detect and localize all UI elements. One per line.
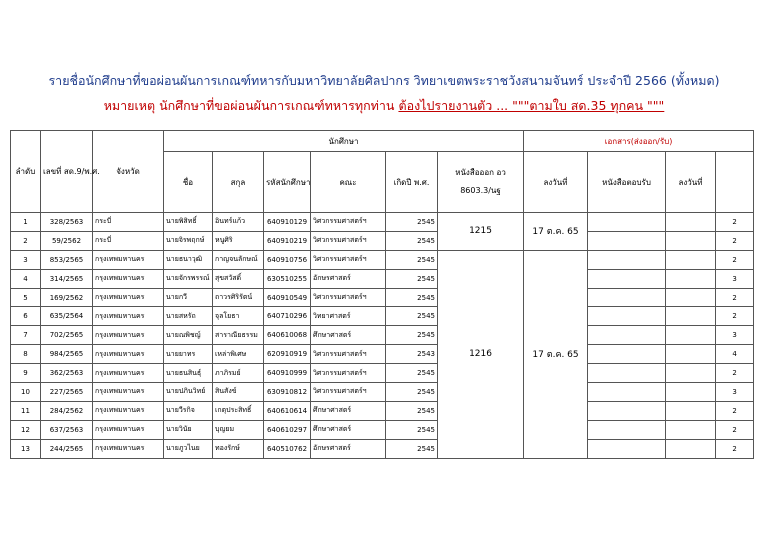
cell-date-2 (666, 307, 716, 326)
cell-reply-letter (588, 364, 666, 383)
cell-first-name: นายธนาวุฒิ (164, 250, 213, 269)
cell-date-2 (666, 383, 716, 402)
cell-reply-letter (588, 326, 666, 345)
note-underlined: ต้องไปรายงานตัว ... """ตามใบ สด.35 ทุกคน """ (398, 98, 665, 113)
cell-birth-year: 2545 (386, 326, 438, 345)
cell-last-name: สาราณียธรรม (213, 326, 264, 345)
cell-province: กรุงเทพมหานคร (93, 326, 164, 345)
cell-no: 2 (11, 231, 41, 250)
header-first-name: ชื่อ (164, 152, 213, 213)
cell-doc-no: 314/2565 (41, 269, 93, 288)
cell-date-2 (666, 213, 716, 232)
cell-last-name: ภาภิรมย์ (213, 364, 264, 383)
cell-last-name: บุญยม (213, 420, 264, 439)
cell-faculty: ศึกษาศาสตร์ (311, 401, 386, 420)
header-reply-letter: หนังสือตอบรับ (588, 152, 666, 213)
cell-date-2 (666, 269, 716, 288)
cell-province: กระบี่ (93, 213, 164, 232)
cell-doc-no: 637/2563 (41, 420, 93, 439)
cell-doc-no: 328/2563 (41, 213, 93, 232)
table-row (11, 401, 754, 420)
cell-date-2 (666, 288, 716, 307)
cell-province: กรุงเทพมหานคร (93, 420, 164, 439)
header-out-letter: หนังสือออก อว 8603.3/นฐ (438, 152, 524, 213)
cell-no: 13 (11, 439, 41, 458)
header-date-2: ลงวันที่ (666, 152, 716, 213)
cell-no: 10 (11, 383, 41, 402)
cell-reply-letter (588, 213, 666, 232)
cell-province: กรุงเทพมหานคร (93, 364, 164, 383)
header-province: จังหวัด (93, 131, 164, 213)
cell-province: กรุงเทพมหานคร (93, 269, 164, 288)
header-birth-year: เกิดปี พ.ศ. (386, 152, 438, 213)
cell-last-name: อินทร์แก้ว (213, 213, 264, 232)
cell-birth-year: 2545 (386, 250, 438, 269)
cell-date-2 (666, 326, 716, 345)
cell-birth-year: 2543 (386, 345, 438, 364)
cell-reply-letter (588, 420, 666, 439)
cell-date: 17 ต.ค. 65 (524, 250, 588, 458)
cell-first-name: นายยาทร (164, 345, 213, 364)
table-row (11, 364, 754, 383)
cell-year-level: 2 (716, 401, 754, 420)
cell-year-level: 2 (716, 288, 754, 307)
cell-first-name: นายพิสิทธิ์ (164, 213, 213, 232)
cell-doc-no: 984/2565 (41, 345, 93, 364)
cell-student-id: 640910999 (264, 364, 311, 383)
cell-year-level: 2 (716, 364, 754, 383)
table-row (11, 250, 754, 269)
cell-doc-no: 362/2563 (41, 364, 93, 383)
cell-last-name: ถาวรศิริรัตน์ (213, 288, 264, 307)
table-row (11, 213, 754, 232)
cell-student-id: 640610297 (264, 420, 311, 439)
table-row (11, 345, 754, 364)
table-row (11, 307, 754, 326)
header-date: ลงวันที่ (524, 152, 588, 213)
cell-last-name: กาญจนลักษณ์ (213, 250, 264, 269)
cell-date-2 (666, 250, 716, 269)
header-doc-no: เลขที่ สด.9/พ.ศ. (41, 131, 93, 213)
cell-faculty: วิศวกรรมศาสตร์ฯ (311, 383, 386, 402)
cell-student-id: 640910756 (264, 250, 311, 269)
cell-last-name: สินสังข์ (213, 383, 264, 402)
cell-student-id: 630510255 (264, 269, 311, 288)
cell-doc-no: 702/2565 (41, 326, 93, 345)
cell-reply-letter (588, 250, 666, 269)
cell-date-2 (666, 401, 716, 420)
cell-first-name: นายวินัย (164, 420, 213, 439)
cell-date-2 (666, 439, 716, 458)
cell-birth-year: 2545 (386, 231, 438, 250)
cell-no: 6 (11, 307, 41, 326)
cell-no: 7 (11, 326, 41, 345)
cell-no: 5 (11, 288, 41, 307)
cell-faculty: อักษรศาสตร์ (311, 439, 386, 458)
cell-birth-year: 2545 (386, 269, 438, 288)
cell-first-name: นายจิรพฤกษ์ (164, 231, 213, 250)
cell-province: กรุงเทพมหานคร (93, 288, 164, 307)
cell-year-level: 2 (716, 307, 754, 326)
table-row (11, 439, 754, 458)
cell-first-name: นายภูวไนย (164, 439, 213, 458)
cell-year-level: 2 (716, 250, 754, 269)
cell-out-letter: 1216 (438, 250, 524, 458)
cell-birth-year: 2545 (386, 364, 438, 383)
cell-last-name: จุลโยธา (213, 307, 264, 326)
cell-doc-no: 284/2562 (41, 401, 93, 420)
cell-reply-letter (588, 269, 666, 288)
header-documents: เอกสาร(ส่งออก/รับ) (524, 131, 754, 152)
table-row (11, 420, 754, 439)
cell-date: 17 ต.ค. 65 (524, 213, 588, 251)
cell-doc-no: 635/2564 (41, 307, 93, 326)
cell-faculty: วิศวกรรมศาสตร์ฯ (311, 213, 386, 232)
cell-year-level: 4 (716, 345, 754, 364)
cell-reply-letter (588, 307, 666, 326)
cell-province: กรุงเทพมหานคร (93, 307, 164, 326)
cell-first-name: นายวีรกิจ (164, 401, 213, 420)
cell-birth-year: 2545 (386, 420, 438, 439)
cell-year-level: 3 (716, 383, 754, 402)
cell-year-level: 2 (716, 439, 754, 458)
document-title: รายชื่อนักศึกษาที่ขอผ่อนผันการเกณฑ์ทหารกับมหาวิทยาลัยศิลปากร วิทยาเขตพระราชวังสนามจันทร์ ประจำปี 2566 (ทั้งหมด) (48, 73, 720, 88)
header-faculty: คณะ (311, 152, 386, 213)
cell-no: 8 (11, 345, 41, 364)
cell-last-name: เหล่าพิเศษ (213, 345, 264, 364)
cell-doc-no: 244/2565 (41, 439, 93, 458)
cell-faculty: วิศวกรรมศาสตร์ฯ (311, 288, 386, 307)
cell-out-letter: 1215 (438, 213, 524, 251)
cell-faculty: ศึกษาศาสตร์ (311, 326, 386, 345)
cell-reply-letter (588, 231, 666, 250)
cell-birth-year: 2545 (386, 213, 438, 232)
table-row (11, 326, 754, 345)
cell-birth-year: 2545 (386, 383, 438, 402)
cell-no: 11 (11, 401, 41, 420)
cell-faculty: วิศวกรรมศาสตร์ฯ (311, 231, 386, 250)
cell-province: กรุงเทพมหานคร (93, 345, 164, 364)
cell-student-id: 620910919 (264, 345, 311, 364)
cell-faculty: วิศวกรรมศาสตร์ฯ (311, 250, 386, 269)
cell-birth-year: 2545 (386, 401, 438, 420)
cell-year-level: 3 (716, 269, 754, 288)
cell-faculty: วิศวกรรมศาสตร์ฯ (311, 345, 386, 364)
cell-first-name: นายณพิชญ์ (164, 326, 213, 345)
cell-first-name: นายกวี (164, 288, 213, 307)
table-row (11, 269, 754, 288)
cell-year-level: 2 (716, 420, 754, 439)
cell-no: 3 (11, 250, 41, 269)
cell-province: กรุงเทพมหานคร (93, 401, 164, 420)
cell-reply-letter (588, 345, 666, 364)
header-last-name: สกุล (213, 152, 264, 213)
note-prefix: หมายเหตุ นักศึกษาที่ขอผ่อนผันการเกณฑ์ทหารทุกท่าน (103, 98, 399, 113)
cell-reply-letter (588, 288, 666, 307)
cell-doc-no: 169/2562 (41, 288, 93, 307)
cell-first-name: นายธนสินธุ์ (164, 364, 213, 383)
table-row (11, 383, 754, 402)
cell-no: 1 (11, 213, 41, 232)
header-student: นักศึกษา (164, 131, 524, 152)
cell-year-level: 2 (716, 231, 754, 250)
cell-date-2 (666, 364, 716, 383)
cell-last-name: ทองรักษ์ (213, 439, 264, 458)
cell-faculty: วิศวกรรมศาสตร์ฯ (311, 364, 386, 383)
cell-doc-no: 227/2565 (41, 383, 93, 402)
cell-date-2 (666, 231, 716, 250)
header-no: ลำดับ (11, 131, 41, 213)
cell-province: กรุงเทพมหานคร (93, 250, 164, 269)
cell-birth-year: 2545 (386, 439, 438, 458)
cell-last-name: เกตุประสิทธิ์ (213, 401, 264, 420)
cell-student-id: 640910549 (264, 288, 311, 307)
table-row (11, 231, 754, 250)
cell-doc-no: 59/2562 (41, 231, 93, 250)
cell-province: กรุงเทพมหานคร (93, 383, 164, 402)
cell-faculty: อักษรศาสตร์ (311, 269, 386, 288)
cell-reply-letter (588, 383, 666, 402)
cell-faculty: ศึกษาศาสตร์ (311, 420, 386, 439)
cell-student-id: 640510762 (264, 439, 311, 458)
cell-doc-no: 853/2565 (41, 250, 93, 269)
cell-date-2 (666, 345, 716, 364)
cell-no: 9 (11, 364, 41, 383)
header-student-id: รหัสนักศึกษา (264, 152, 311, 213)
cell-birth-year: 2545 (386, 288, 438, 307)
cell-student-id: 640910129 (264, 213, 311, 232)
document-note (0, 96, 768, 116)
cell-student-id: 640710296 (264, 307, 311, 326)
cell-reply-letter (588, 439, 666, 458)
cell-year-level: 3 (716, 326, 754, 345)
cell-last-name: หนูศิริ (213, 231, 264, 250)
cell-reply-letter (588, 401, 666, 420)
cell-province: กรุงเทพมหานคร (93, 439, 164, 458)
cell-first-name: นายปภินวิทย์ (164, 383, 213, 402)
cell-no: 4 (11, 269, 41, 288)
cell-student-id: 640610068 (264, 326, 311, 345)
student-table (10, 130, 754, 459)
cell-birth-year: 2545 (386, 307, 438, 326)
cell-faculty: วิทยาศาสตร์ (311, 307, 386, 326)
cell-first-name: นายสหรัถ (164, 307, 213, 326)
cell-student-id: 640610614 (264, 401, 311, 420)
cell-province: กระบี่ (93, 231, 164, 250)
cell-last-name: สุขสวัสดิ์ (213, 269, 264, 288)
cell-date-2 (666, 420, 716, 439)
cell-student-id: 630910812 (264, 383, 311, 402)
cell-no: 12 (11, 420, 41, 439)
table-body (11, 213, 754, 459)
cell-first-name: นายจักรพรรณ์ (164, 269, 213, 288)
cell-year-level: 2 (716, 213, 754, 232)
cell-student-id: 640910219 (264, 231, 311, 250)
table-row (11, 288, 754, 307)
